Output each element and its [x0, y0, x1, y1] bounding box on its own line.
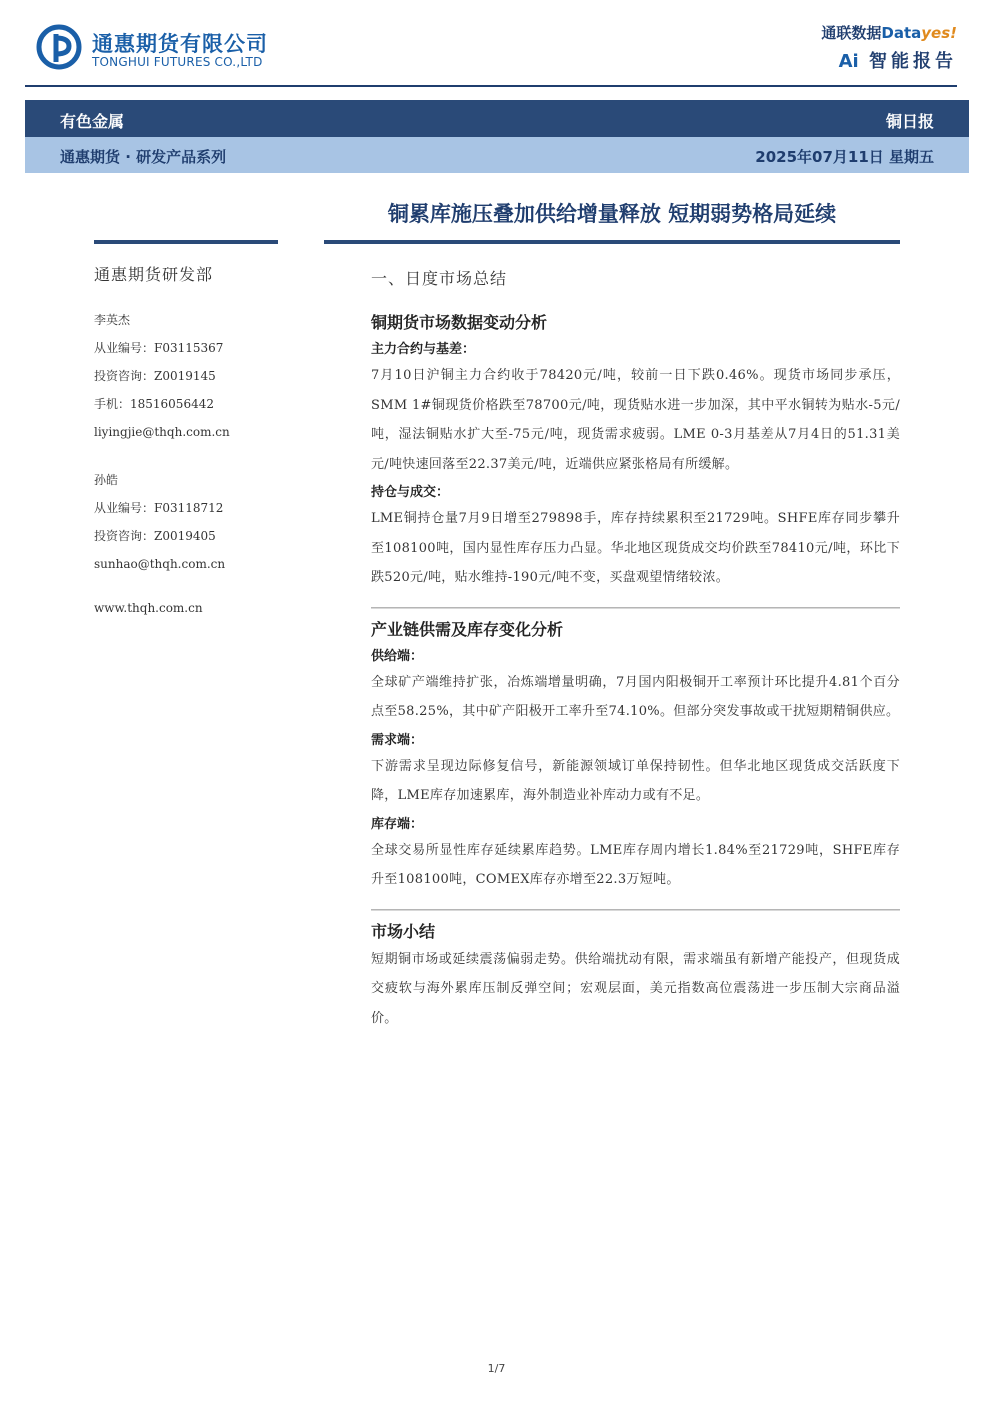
analyst-license: 从业编号：F03115367: [94, 341, 224, 355]
analyst-license: 从业编号：F03118712: [94, 501, 224, 515]
paragraph-label: 供给端：: [371, 648, 424, 664]
analyst-name: 孙皓: [94, 473, 119, 487]
report-type-label: 铜日报: [885, 112, 934, 131]
paragraph: LME铜持仓量7月9日增至279898手，库存持续累积至21729吨。SHFE库存同步攀升至108100吨，国内显性库存压力凸显。华北地区现货成交均价跌至78410元/吨，环比下跌520元/吨，贴水维持-190元/吨不变，买盘观望情绪较浓。: [371, 511, 900, 585]
block-heading: 产业链供需及库存变化分析: [371, 619, 564, 639]
analyst-consult-id: 投资咨询：Z0019405: [94, 529, 216, 543]
section-divider: [371, 909, 900, 911]
paragraph: 短期铜市场或延续震荡偏弱走势。供给端扰动有限，需求端虽有新增产能投产，但现货成交疲软与海外累库压制反弹空间；宏观层面，美元指数高位震荡进一步压制大宗商品溢价。: [371, 951, 900, 1026]
brand-report: 智能报告: [869, 51, 957, 72]
category-label: 有色金属: [60, 112, 125, 131]
paragraph: 全球交易所显性库存延续累库趋势。LME库存周内增长1.84%至21729吨，SHFE库存升至108100吨，COMEX库存亦增至22.3万短吨。: [371, 842, 900, 887]
header-divider: [25, 85, 957, 87]
title-rule: [324, 240, 900, 244]
sidebar-rule: [94, 240, 278, 244]
brand-data: Data: [881, 24, 922, 42]
paragraph: 全球矿产端维持扩张，冶炼端增量明确，7月国内阳极铜开工率预计环比提升4.81个百分点至58.25%，其中矿产阳极开工率升至74.10%。但部分突发事故或干扰短期精铜供应。: [371, 674, 900, 719]
paragraph-label: 主力合约与基差：: [371, 342, 476, 357]
paragraph: 下游需求呈现边际修复信号，新能源领域订单保持韧性。但华北地区现货成交活跃度下降，LME库存加速累库，海外制造业补库动力或有不足。: [371, 758, 900, 803]
page-number: 1/7: [487, 1362, 506, 1375]
block-heading: 市场小结: [371, 921, 436, 941]
tonghui-logo-icon: [36, 24, 82, 70]
block-heading: 铜期货市场数据变动分析: [371, 313, 548, 332]
analyst-consult-id: 投资咨询：Z0019145: [94, 369, 216, 383]
brand-ai: Ai: [838, 51, 859, 72]
brand-yes: yes!: [921, 24, 957, 42]
paragraph: 7月10日沪铜主力合约收于78420元/吨，较前一日下跌0.46%。现货市场同步承压，SMM 1#铜现货价格跌至78700元/吨，现货贴水进一步加深，其中平水铜转为贴水-5元/吨，湿法铜贴水扩大至-75元/吨，现货需求疲弱。LME 0-3月基差从7月4日的51.31美元/吨快速回落至22.37美元/吨，近端供应紧张格局有所缓解。: [371, 368, 900, 472]
website-link[interactable]: www.thqh.com.cn: [94, 601, 203, 615]
series-band: [25, 137, 969, 173]
datayes-brand: [821, 22, 957, 43]
series-label: 通惠期货 · 研发产品系列: [60, 148, 227, 166]
paragraph-label: 持仓与成交：: [371, 485, 450, 500]
report-title: 铜累库施压叠加供给增量释放 短期弱势格局延续: [387, 202, 837, 226]
main-content: [371, 266, 900, 1033]
paragraph-label: 需求端：: [371, 732, 424, 748]
page-header: [0, 0, 993, 90]
analyst-email[interactable]: liyingjie@thqh.com.cn: [94, 425, 230, 439]
company-name-en: TONGHUI FUTURES CO.,LTD: [92, 55, 263, 69]
ai-report-brand: [839, 47, 957, 73]
company-name-cn: 通惠期货有限公司: [92, 32, 268, 56]
category-band: [25, 100, 969, 137]
section-heading: 一、日度市场总结: [371, 269, 508, 288]
brand-prefix: 通联数据: [821, 24, 882, 42]
report-date: 2025年07月11日 星期五: [755, 148, 934, 166]
dept-name: 通惠期货研发部: [94, 265, 214, 284]
paragraph-label: 库存端：: [371, 816, 424, 832]
author-sidebar: [94, 262, 294, 622]
analyst-name: 李英杰: [94, 313, 131, 327]
analyst-phone: 手机：18516056442: [94, 397, 214, 411]
analyst-email[interactable]: sunhao@thqh.com.cn: [94, 557, 226, 571]
section-divider: [371, 607, 900, 609]
